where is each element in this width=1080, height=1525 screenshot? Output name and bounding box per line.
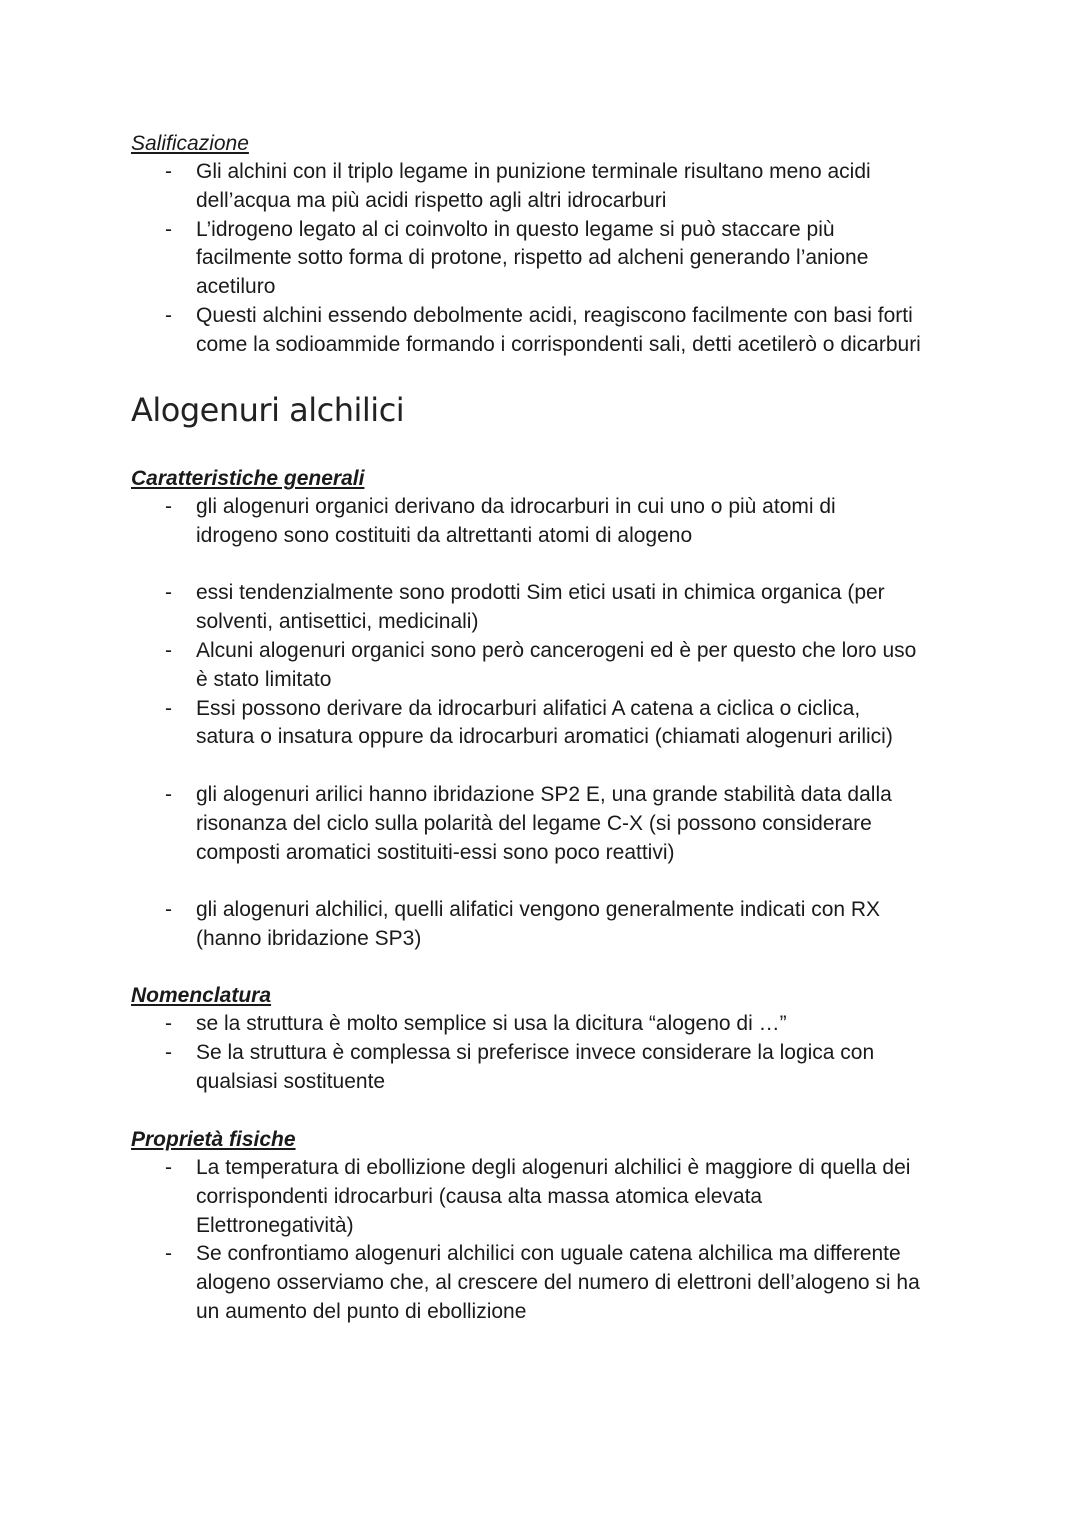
- bullet-list: [131, 493, 1011, 954]
- subheading-salificazione: Salificazione: [131, 132, 249, 155]
- section-salificazione: [131, 129, 1011, 360]
- list-item: [131, 302, 1011, 360]
- bullet-dash: -: [165, 1012, 172, 1035]
- list-item-text: è stato limitato: [196, 667, 332, 691]
- list-item: [131, 695, 1011, 753]
- list-item-text: satura o insatura oppure da idrocarburi aromatici (chiamati alogenuri arilici): [196, 725, 893, 749]
- bullet-dash: -: [165, 217, 172, 241]
- spacer: [131, 752, 1011, 781]
- bullet-dash: -: [165, 1156, 172, 1179]
- subheading-nomenclatura: Nomenclatura: [131, 984, 272, 1007]
- bullet-dash: -: [165, 160, 172, 183]
- section-alogenuri: [131, 390, 1011, 430]
- list-item-text: essi tendenzialmente sono prodotti Sim etici usati in chimica organica (per: [196, 581, 885, 605]
- list-item-text: dell’acqua ma più acidi rispetto agli altri idrocarburi: [196, 188, 667, 212]
- bullet-list: [131, 1010, 1011, 1096]
- list-item-text: un aumento del punto di ebollizione: [196, 1299, 527, 1323]
- list-item: [131, 1154, 1011, 1240]
- list-item: [131, 216, 1011, 302]
- subheading-proprieta: Proprietà fisiche: [131, 1128, 296, 1151]
- bullet-dash: -: [165, 696, 172, 720]
- bullet-dash: -: [165, 898, 172, 922]
- list-item: [131, 579, 1011, 637]
- list-item-text: Elettronegatività): [196, 1213, 354, 1237]
- list-item-text: se la struttura è molto semplice si usa la dicitura “alogeno di …”: [196, 1012, 787, 1035]
- bullet-dash: -: [165, 1040, 172, 1064]
- list-item-text: qualsiasi sostituente: [196, 1069, 386, 1093]
- list-item: [131, 896, 1011, 954]
- spacer: [131, 867, 1011, 896]
- spacer: [131, 551, 1011, 580]
- list-item-text: composti aromatici sostituiti-essi sono poco reattivi): [196, 840, 675, 864]
- list-item-text: Alcuni alogenuri organici sono però cancerogeni ed è per questo che loro uso: [196, 638, 917, 662]
- section-proprieta: [131, 1125, 1011, 1327]
- list-item: [131, 493, 1011, 551]
- list-item-text: gli alogenuri arilici hanno ibridazione SP2 E, una grande stabilità data dalla: [196, 782, 892, 806]
- list-item-text: Essi possono derivare da idrocarburi alifatici A catena a ciclica o ciclica,: [196, 696, 861, 720]
- list-item-text: Questi alchini essendo debolmente acidi, reagiscono facilmente con basi forti: [196, 303, 913, 327]
- bullet-dash: -: [165, 495, 172, 518]
- subheading-caratteristiche: Caratteristiche generali: [131, 467, 365, 490]
- section-caratteristiche: [131, 464, 1011, 954]
- list-item-text: risonanza del ciclo sulla polarità del legame C-X (si possono considerare: [196, 811, 872, 835]
- list-item-text: gli alogenuri organici derivano da idrocarburi in cui uno o più atomi di: [196, 495, 836, 518]
- section-title: Alogenuri alchilici: [131, 391, 405, 429]
- list-item: [131, 637, 1011, 695]
- bullet-dash: -: [165, 1242, 172, 1266]
- list-item-text: alogeno osserviamo che, al crescere del numero di elettroni dell’alogeno si ha: [196, 1271, 920, 1295]
- list-item-text: corrispondenti idrocarburi (causa alta massa atomica elevata: [196, 1184, 763, 1208]
- list-item-text: Se la struttura è complessa si preferisce invece considerare la logica con: [196, 1040, 875, 1064]
- list-item: [131, 1039, 1011, 1097]
- list-item-text: gli alogenuri alchilici, quelli alifatici vengono generalmente indicati con RX: [196, 898, 881, 922]
- list-item-text: Se confrontiamo alogenuri alchilici con uguale catena alchilica ma differente: [196, 1242, 901, 1266]
- list-item: [131, 1240, 1011, 1326]
- list-item-text: acetiluro: [196, 275, 276, 299]
- list-item: [131, 781, 1011, 867]
- bullet-list: [131, 1154, 1011, 1327]
- list-item-text: La temperatura di ebollizione degli alogenuri alchilici è maggiore di quella dei: [196, 1156, 911, 1179]
- list-item-text: (hanno ibridazione SP3): [196, 926, 422, 950]
- bullet-dash: -: [165, 581, 172, 605]
- bullet-dash: -: [165, 782, 172, 806]
- list-item: [131, 158, 1011, 216]
- list-item-text: Gli alchini con il triplo legame in punizione terminale risultano meno acidi: [196, 160, 871, 183]
- list-item-text: idrogeno sono costituiti da altrettanti atomi di alogeno: [196, 523, 693, 547]
- list-item-text: L’idrogeno legato al ci coinvolto in questo legame si può staccare più: [196, 217, 835, 241]
- list-item-text: solventi, antisettici, medicinali): [196, 610, 479, 634]
- bullet-dash: -: [165, 638, 172, 662]
- list-item-text: facilmente sotto forma di protone, rispetto ad alcheni generando l’anione: [196, 246, 869, 270]
- list-item-text: come la sodioammide formando i corrispondenti sali, detti acetilerò o dicarburi: [196, 332, 921, 356]
- list-item: [131, 1010, 1011, 1039]
- section-nomenclatura: [131, 981, 1011, 1096]
- bullet-dash: -: [165, 303, 172, 327]
- bullet-list: [131, 158, 1011, 360]
